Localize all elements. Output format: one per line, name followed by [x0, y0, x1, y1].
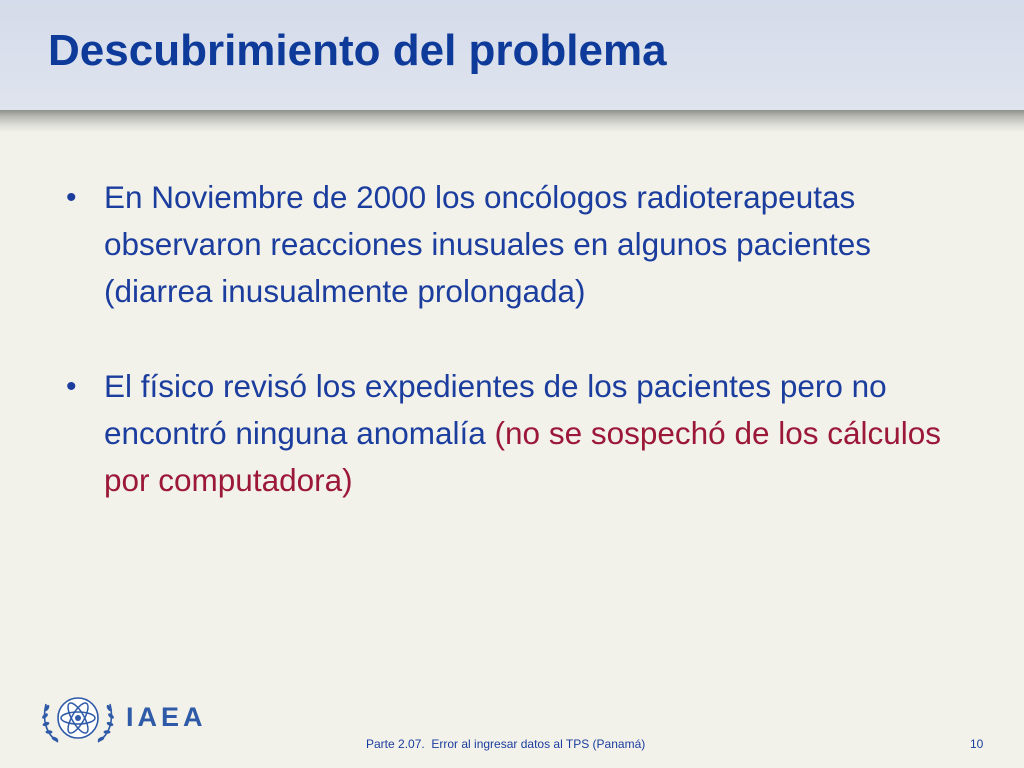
bullet-item [66, 363, 986, 504]
iaea-atom-laurel-icon [38, 684, 118, 752]
bullet-text: El físico revisó los expedientes de los pacientes pero no encontró ninguna anomalía [104, 368, 887, 451]
iaea-logo-text: IAEA [126, 702, 207, 732]
header-shadow [0, 110, 1024, 132]
bullet-dot-icon: • [66, 181, 77, 214]
slide-title: Descubrimiento del problema [48, 26, 667, 75]
bullet-list [66, 174, 986, 504]
footer-caption: Parte 2.07. Error al ingresar datos al TPS (Panamá) [366, 737, 646, 751]
bullet-accent-text: (no se sospechó de los cálculos por computadora) [104, 415, 942, 498]
bullet-item [66, 174, 986, 315]
page-number: 10 [970, 737, 984, 751]
bullet-dot-icon: • [66, 370, 77, 403]
bullet-text: En Noviembre de 2000 los oncólogos radioterapeutas observaron reacciones inusuales en algunos pacientes (diarrea inusualmente prolongada) [104, 179, 871, 309]
